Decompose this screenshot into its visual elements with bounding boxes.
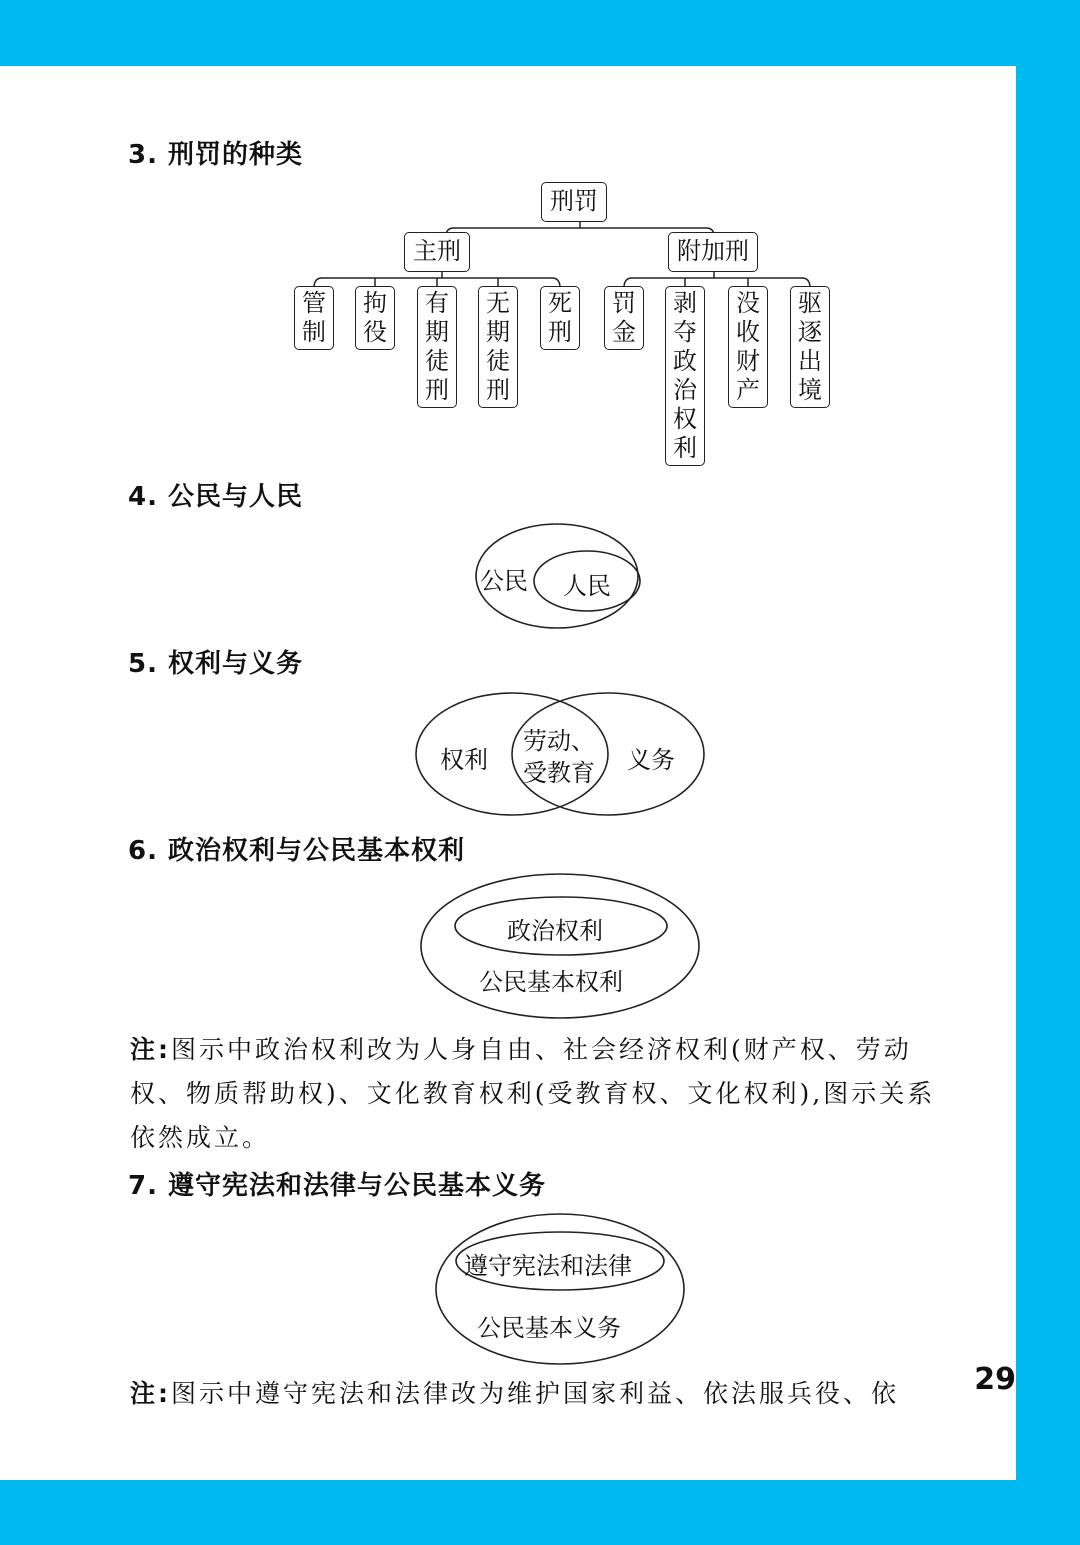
tree-item-char: 制	[302, 318, 326, 346]
section-3-heading: 3. 刑罚的种类	[128, 140, 304, 170]
tree-item-char: 财	[736, 347, 760, 375]
tree-item-char: 权	[673, 405, 697, 433]
diagram-4-outer-label: 公民	[480, 567, 528, 595]
note-1-text: 图示中政治权利改为人身自由、社会经济权利(财产权、劳动权、物质帮助权)、文化教育权利(受教育权、文化权利),图示关系依然成立。	[130, 1035, 936, 1152]
tree-additional-penalty-box: 附加刑	[668, 232, 758, 272]
diagram-4-inner-label: 人民	[563, 572, 611, 600]
tree-item-char: 徒	[425, 347, 449, 375]
tree-item-char: 有	[425, 289, 449, 317]
note-1-label: 注:	[130, 1035, 171, 1064]
tree-item-char: 没	[736, 289, 760, 317]
diagram-7-inner-label: 遵守宪法和法律	[464, 1252, 632, 1280]
section-4-heading: 4. 公民与人民	[128, 482, 304, 512]
tree-item-char: 期	[486, 318, 510, 346]
tree-main-penalty-box: 主刑	[404, 232, 470, 272]
tree-item-char: 刑	[425, 376, 449, 404]
tree-item-char: 金	[612, 318, 636, 346]
diagram-5-left-label: 权利	[440, 746, 488, 774]
diagram-6-outer-label: 公民基本权利	[479, 968, 623, 996]
tree-item-char: 夺	[673, 318, 697, 346]
tree-item-char: 出	[798, 347, 822, 375]
tree-item-char: 无	[486, 289, 510, 317]
tree-item-char: 逐	[798, 318, 822, 346]
tree-item-char: 剥	[673, 289, 697, 317]
diagram-5-overlap-line2: 受教育	[523, 759, 595, 787]
section-5-heading: 5. 权利与义务	[128, 649, 304, 679]
tree-item-char: 驱	[798, 289, 822, 317]
tree-item-char: 役	[363, 318, 387, 346]
diagram-5-overlap-line1: 劳动、	[523, 727, 595, 755]
tree-item-char: 期	[425, 318, 449, 346]
tree-item-char: 境	[798, 376, 822, 404]
tree-item-char: 收	[736, 318, 760, 346]
tree-item-char: 死	[548, 289, 572, 317]
note-2-text: 图示中遵守宪法和法律改为维护国家利益、依法服兵役、依	[171, 1379, 900, 1408]
tree-item-char: 政	[673, 347, 697, 375]
tree-root-box: 刑罚	[541, 182, 607, 222]
tree-item-char: 产	[736, 376, 760, 404]
section-7-heading: 7. 遵守宪法和法律与公民基本义务	[128, 1171, 547, 1201]
tree-item-char: 徒	[486, 347, 510, 375]
tree-item-char: 利	[673, 434, 697, 462]
note-2	[130, 1372, 950, 1416]
tree-item-char: 刑	[548, 318, 572, 346]
diagram-5-right-label: 义务	[627, 746, 675, 774]
tree-item-char: 罚	[612, 289, 636, 317]
tree-item-char: 治	[673, 376, 697, 404]
tree-item-char: 刑	[486, 376, 510, 404]
page-number: 29	[974, 1362, 1016, 1397]
note-2-label: 注:	[130, 1379, 171, 1408]
tree-item-char: 拘	[363, 289, 387, 317]
tree-item-char: 管	[302, 289, 326, 317]
diagram-6-inner-label: 政治权利	[507, 917, 603, 945]
section-6-heading: 6. 政治权利与公民基本权利	[128, 836, 466, 866]
diagram-7-outer-label: 公民基本义务	[477, 1314, 621, 1342]
